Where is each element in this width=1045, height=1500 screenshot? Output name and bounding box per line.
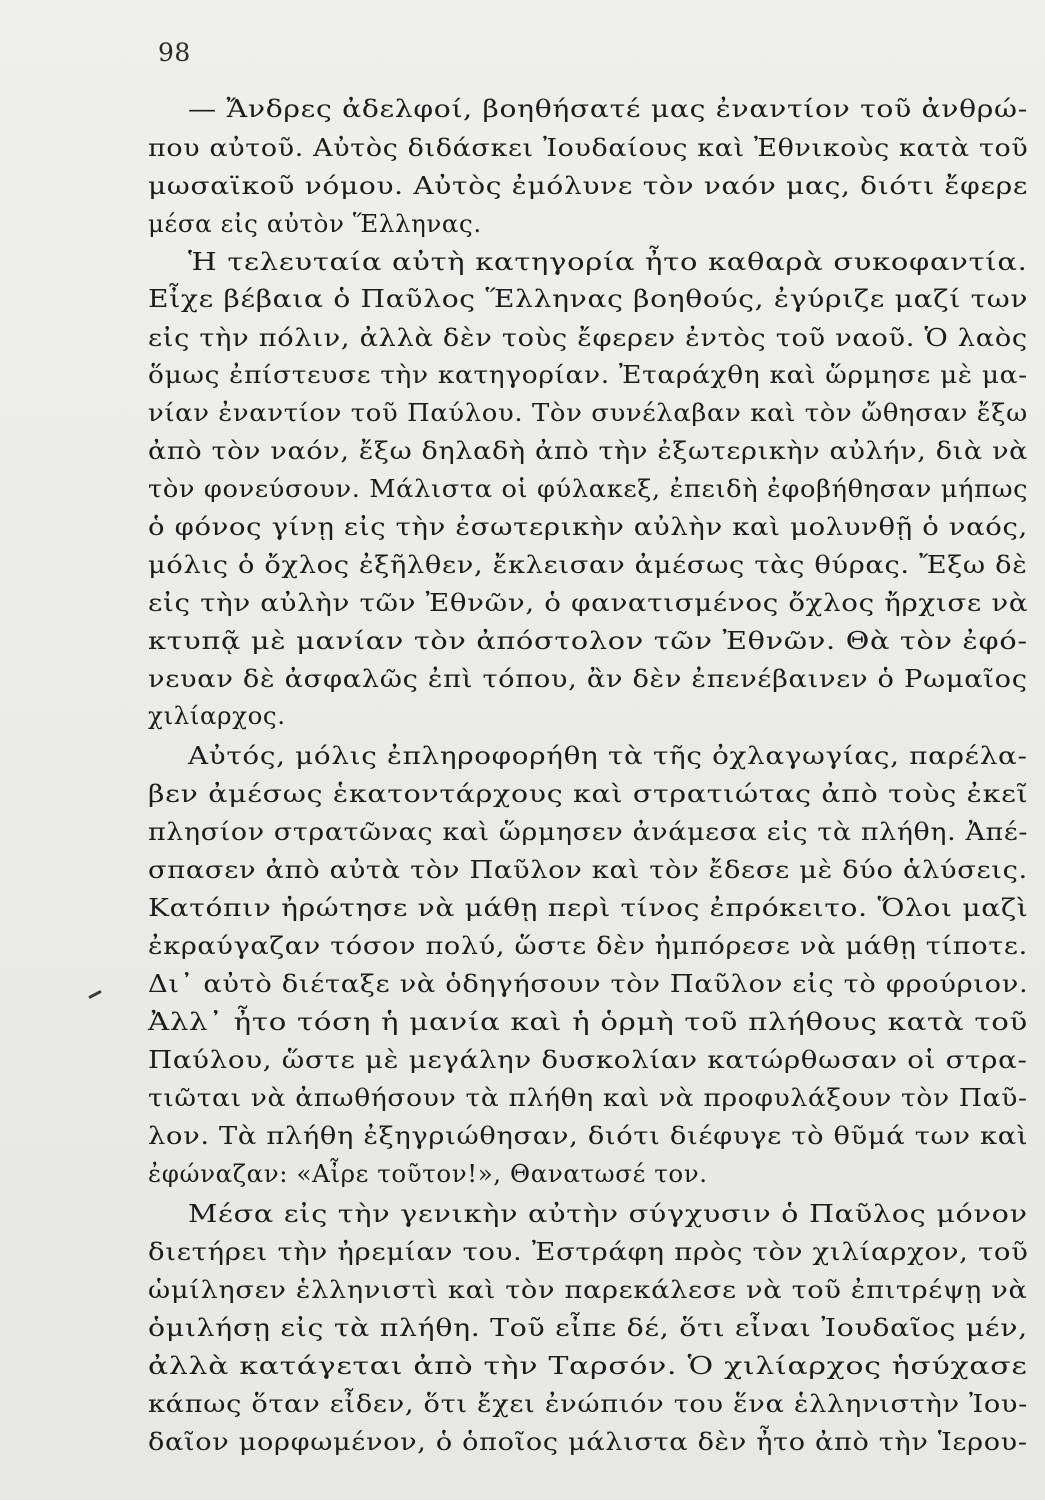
text-line: Ἡ τελευταία αὐτὴ κατηγορία ἦτο καθαρὰ συκοφαντία. [188, 247, 1028, 276]
text-line: τὸν φονεύσουν. Μάλιστα οἱ φύλακεξ, ἐπειδὴ ἐφοβήθησαν μήπως [148, 474, 1029, 503]
text-line: μόλις ὁ ὄχλος ἐξῆλθεν, ἔκλεισαν ἀμέσως τὰς θύρας. Ἔξω δὲ [148, 550, 1028, 579]
page-number: 98 [158, 38, 191, 67]
text-line: κάπως ὅταν εἶδεν, ὅτι ἔχει ἐνώπιόν του ἕνα ἑλληνιστὴν Ἰου- [148, 1389, 1028, 1418]
text-line: που αὐτοῦ. Αὐτὸς διδάσκει Ἰουδαίους καὶ Ἐθνικοὺς κατὰ τοῦ [148, 133, 1029, 162]
ink-mark [88, 990, 102, 999]
text-line: ἐφώναζαν: «Αἶρε τοῦτον!», Θανατωσέ τον. [148, 1159, 708, 1188]
text-line: μωσαϊκοῦ νόμου. Αὐτὸς ἐμόλυνε τὸν ναόν μας, διότι ἔφερε [148, 171, 1029, 200]
text-line: ἐκραύγαζαν τόσον πολύ, ὥστε δὲν ἠμπόρεσε νὰ μάθῃ τίποτε. [148, 931, 1028, 960]
text-line: βεν ἀμέσως ἑκατοντάρχους καὶ στρατιώτας ἀπὸ τοὺς ἐκεῖ [148, 779, 1029, 808]
text-line: νίαν ἐναντίον τοῦ Παύλου. Τὸν συνέλαβαν καὶ τὸν ὤθησαν ἔξω [148, 398, 1028, 427]
text-line: Ἀλλ᾽ ἦτο τόση ἡ μανία καὶ ἡ ὁρμὴ τοῦ πλήθους κατὰ τοῦ [148, 1007, 1029, 1036]
text-line: ὡμίλησεν ἑλληνιστὶ καὶ τὸν παρεκάλεσε νὰ τοῦ ἐπιτρέψῃ νὰ [148, 1275, 1028, 1304]
text-line: τιῶται νὰ ἀπωθήσουν τὰ πλήθη καὶ νὰ προφυλάξουν τὸν Παῦ- [148, 1083, 1028, 1112]
text-line: εἰς τὴν πόλιν, ἀλλὰ δὲν τοὺς ἔφερεν ἐντὸς τοῦ ναοῦ. Ὁ λαὸς [148, 323, 1028, 352]
text-line: κτυπᾷ μὲ μανίαν τὸν ἀπόστολον τῶν Ἐθνῶν. Θὰ τὸν ἐφό- [148, 626, 1028, 655]
text-line: λον. Τὰ πλήθη ἐξηγριώθησαν, διότι διέφυγε τὸ θῦμά των καὶ [148, 1121, 1029, 1150]
text-line: ἀπὸ τὸν ναόν, ἔξω δηλαδὴ ἀπὸ τὴν ἐξωτερικὴν αὐλήν, διὰ νὰ [148, 436, 1029, 465]
text-line: Δι᾽ αὐτὸ διέταξε νὰ ὁδηγήσουν τὸν Παῦλον εἰς τὸ φρούριον. [148, 969, 1029, 998]
text-line: ὁμιλήσῃ εἰς τὰ πλήθη. Τοῦ εἶπε δέ, ὅτι εἶναι Ἰουδαῖος μέν, [148, 1313, 1028, 1342]
text-line: — Ἄνδρες ἀδελφοί, βοηθήσατέ μας ἐναντίον τοῦ ἀνθρώ- [188, 94, 1028, 123]
text-line: δαῖον μορφωμένον, ὁ ὁποῖος μάλιστα δὲν ἦτο ἀπὸ τὴν Ἱερου- [148, 1427, 1028, 1456]
text-line: νευαν δὲ ἀσφαλῶς ἐπὶ τόπου, ἂν δὲν ἐπενέβαινεν ὁ Ρωμαῖος [148, 664, 1028, 693]
text-line: ὅμως ἐπίστευσε τὴν κατηγορίαν. Ἐταράχθη καὶ ὥρμησε μὲ μα- [148, 360, 1028, 389]
text-line: Παύλου, ὥστε μὲ μεγάλην δυσκολίαν κατώρθωσαν οἱ στρα- [148, 1045, 1028, 1074]
text-line: Κατόπιν ἠρώτησε νὰ μάθῃ περὶ τίνος ἐπρόκειτο. Ὅλοι μαζὶ [148, 893, 1029, 922]
text-line: Εἶχε βέβαια ὁ Παῦλος Ἕλληνας βοηθούς, ἐγύριζε μαζί των [148, 284, 1029, 313]
text-line: σπασεν ἀπὸ αὐτὰ τὸν Παῦλον καὶ τὸν ἔδεσε μὲ δύο ἁλύσεις. [148, 855, 1028, 884]
text-line: διετήρει τὴν ἠρεμίαν του. Ἐστράφη πρὸς τὸν χιλίαρχον, τοῦ [148, 1237, 1029, 1266]
text-line: Μέσα εἰς τὴν γενικὴν αὐτὴν σύγχυσιν ὁ Παῦλος μόνον [188, 1199, 1028, 1228]
text-line: ὁ φόνος γίνῃ εἰς τὴν ἐσωτερικὴν αὐλὴν καὶ μολυνθῇ ὁ ναός, [148, 512, 1028, 541]
text-line: χιλίαρχος. [148, 701, 286, 730]
text-line: πλησίον στρατῶνας καὶ ὥρμησεν ἀνάμεσα εἰς τὰ πλήθη. Ἀπέ- [148, 817, 1029, 846]
text-line: Αὐτός, μόλις ἐπληροφορήθη τὰ τῆς ὀχλαγωγίας, παρέλα- [188, 741, 1028, 770]
text-line: εἰς τὴν αὐλὴν τῶν Ἐθνῶν, ὁ φανατισμένος ὄχλος ἤρχισε νὰ [148, 588, 1029, 617]
text-line: ἀλλὰ κατάγεται ἀπὸ τὴν Ταρσόν. Ὁ χιλίαρχος ἡσύχασε [148, 1351, 1028, 1380]
text-line: μέσα εἰς αὐτὸν Ἕλληνας. [148, 209, 482, 238]
